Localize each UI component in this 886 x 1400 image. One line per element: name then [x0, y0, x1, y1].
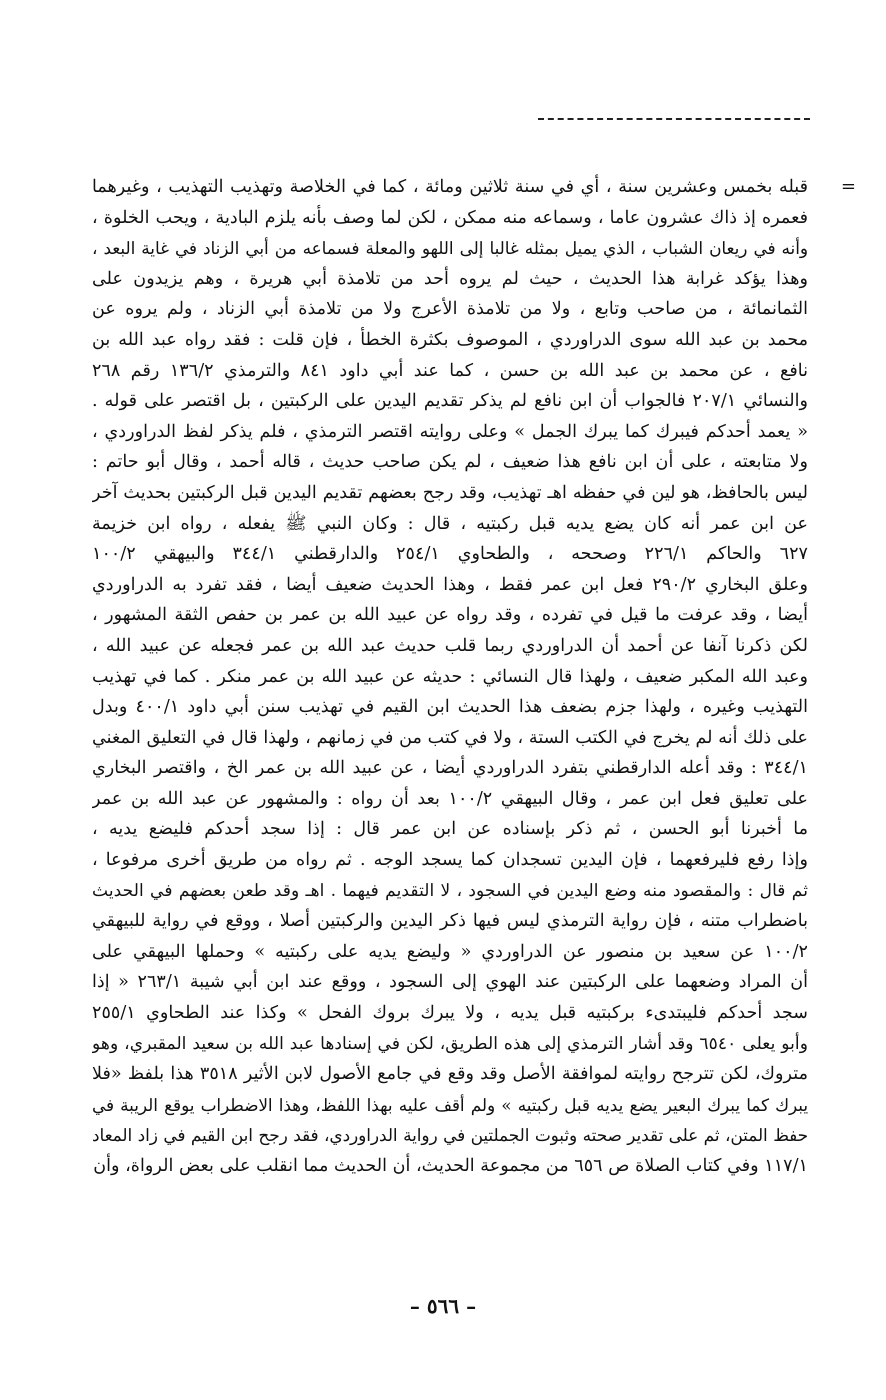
text-line: ١١٧/١ وفي كتاب الصلاة ص ٦٥٦ من مجموعة الحديث، أن الحديث مما انقلب على بعض الرواة، وأن — [93, 1156, 808, 1176]
text-line: ٦٢٧ والحاكم ٢٢٦/١ وصححه ، والطحاوي ٢٥٤/١ والدارقطني ٣٤٤/١ والبيهقي ١٠٠/٢ — [92, 544, 808, 565]
text-line: حفظ المتن، ثم على تقدير صحته وثبوت الجملتين في رواية الدراوردي، فقد رجح ابن القيم في زاد المعاد — [92, 1125, 808, 1146]
text-line: يبرك كما يبرك البعير يضع يديه قبل ركبتيه » ولم أقف عليه بهذا اللفظ، وهذا الاضطراب يوقع الريبة في — [92, 1094, 808, 1115]
text-line: نافع ، عن محمد بن عبد الله بن حسن ، كما عند أبي داود ٨٤١ والترمذي ١٣٦/٢ رقم ٢٦٨ — [92, 360, 808, 381]
text-line: متروك، لكن تترجح روايته لموافقة الأصل وقد وقع في جامع الأصول لابن الأثير ٣٥١٨ هذا بلفظ «فلا — [92, 1064, 808, 1085]
text-line: أيضا ، وقد عرفت ما قيل في تفرده ، وقد رواه عن عبيد الله بن عمر بن حفص الثقة المشهور ، — [92, 605, 808, 626]
text-line: وأبو يعلى ٦٥٤٠ وقد أشار الترمذي إلى هذه الطريق، لكن في إسنادها عبد الله بن سعيد المقبري، وهو — [92, 1033, 808, 1054]
footnote-body — [92, 172, 808, 1182]
text-line: ليس بالحافظ، هو لين في حفظه اهـ تهذيب، وقد رجح بعضهم تقديم اليدين قبل الركبتين بحديث آخر — [92, 482, 808, 503]
text-line: وعلق البخاري ٢٩٠/٢ فعل ابن عمر فقط ، وهذا الحديث ضعيف أيضا ، فقد تفرد به الدراوردي — [92, 574, 808, 595]
text-line: الثمانمائة ، من صاحب وتابع ، ولا من تلامذة الأعرج ولا من تلامذة أبي الزناد ، ولم يروه عن — [92, 299, 808, 320]
text-line: ١٠٠/٢ عن سعيد بن منصور عن الدراوردي « وليضع يديه على ركبتيه » وحملها البيهقي على — [92, 941, 808, 962]
footnote-separator-line — [538, 118, 810, 120]
text-line: أن المراد وضعهما على الركبتين عند الهوي إلى السجود ، ووقع عند ابن أبي شيبة ٢٦٣/١ « إذا — [92, 972, 808, 993]
text-line: باضطراب متنه ، فإن رواية الترمذي ليس فيها ذكر اليدين والركبتين أصلا ، ووقع في رواية للبيهقي — [92, 911, 808, 932]
text-line: على ذلك أنه لم يخرج في الكتب الستة ، ولا في كتب من في زمانهم ، ولهذا قال في التعليق المغني — [92, 727, 808, 748]
text-line: لكن ذكرنا آنفا عن أحمد أن الدراوردي ربما قلب حديث عبد الله بن عمر فجعله عن عبيد الله ، — [92, 635, 808, 656]
text-line: « يعمد أحدكم فيبرك كما يبرك الجمل » وعلى روايته اقتصر الترمذي ، فلم يذكر لفظ الدراوردي ، — [92, 421, 808, 442]
text-line: ولا متابعته ، على أن ابن نافع هذا ضعيف ، لم يكن صاحب حديث ، قاله أحمد ، وقال أبو حاتم : — [92, 452, 808, 473]
text-line: التهذيب وغيره ، ولهذا جزم بضعف هذا الحديث ابن القيم في تهذيب سنن أبي داود ٤٠٠/١ وبدل — [92, 697, 808, 718]
text-line: قبله بخمس وعشرين سنة ، أي في سنة ثلاثين ومائة ، كما في الخلاصة وتهذيب التهذيب ، وغيرهما — [92, 177, 808, 197]
text-line: وعبد الله المكبر ضعيف ، ولهذا قال النسائي : حديثه عن عبيد الله بن عمر منكر . كما في تهذيب — [92, 666, 808, 687]
text-line: ما أخبرنا أبو الحسن ، ثم ذكر بإسناده عن ابن عمر قال : إذا سجد أحدكم فليضع يديه ، — [92, 819, 808, 840]
text-line: عن ابن عمر أنه كان يضع يديه قبل ركبتيه ، قال : وكان النبي ﷺ يفعله ، رواه ابن خزيمة — [92, 513, 808, 534]
text-line: فعمره إذ ذاك عشرون عاما ، وسماعه منه ممكن ، لكن لما وصف بأنه يلزم البادية ، ويحب الخلوة ، — [92, 207, 808, 228]
text-line: وأنه في ريعان الشباب ، الذي يميل بمثله غالبا إلى اللهو والمعلة فسماعه من أبي الزناد في غاية البعد ، — [92, 238, 808, 259]
text-line: سجد أحدكم فليبتدىء بركبتيه قبل يديه ، ولا يبرك بروك الفحل » وكذا عند الطحاوي ٢٥٥/١ — [92, 1003, 808, 1024]
text-line: وإذا رفع فليرفعهما ، فإن اليدين تسجدان كما يسجد الوجه . ثم رواه من طريق أخرى مرفوعا ، — [92, 850, 808, 871]
text-line: وهذا يؤكد غرابة هذا الحديث ، حيث لم يروه أحد من تلامذة أبي هريرة ، وهم يزيدون على — [92, 268, 808, 289]
text-line: محمد بن عبد الله سوى الدراوردي ، الموصوف بكثرة الخطأ ، فإن قلت : فقد رواه عبد الله بن — [92, 329, 808, 350]
footnote-continuation-marker: = — [840, 176, 856, 197]
text-line: على تعليق فعل ابن عمر ، وقال البيهقي ١٠٠/٢ بعد أن رواه : والمشهور عن عبد الله بن عمر — [92, 788, 808, 809]
text-line: والنسائي ٢٠٧/١ فالجواب أن ابن نافع لم يذكر تقديم اليدين على الركبتين ، بل اقتصر على قوله . — [92, 391, 808, 412]
page-number: – ٥٦٦ – — [409, 1294, 477, 1318]
text-line: ثم قال : والمقصود منه وضع اليدين في السجود ، لا التقديم فيهما . اهـ وقد طعن بعضهم في الحديث — [92, 880, 808, 901]
text-line: ٣٤٤/١ : وقد أعله الدارقطني بتفرد الدراوردي أيضا ، عن عبيد الله بن عمر الخ ، واقتصر البخاري — [92, 758, 808, 779]
